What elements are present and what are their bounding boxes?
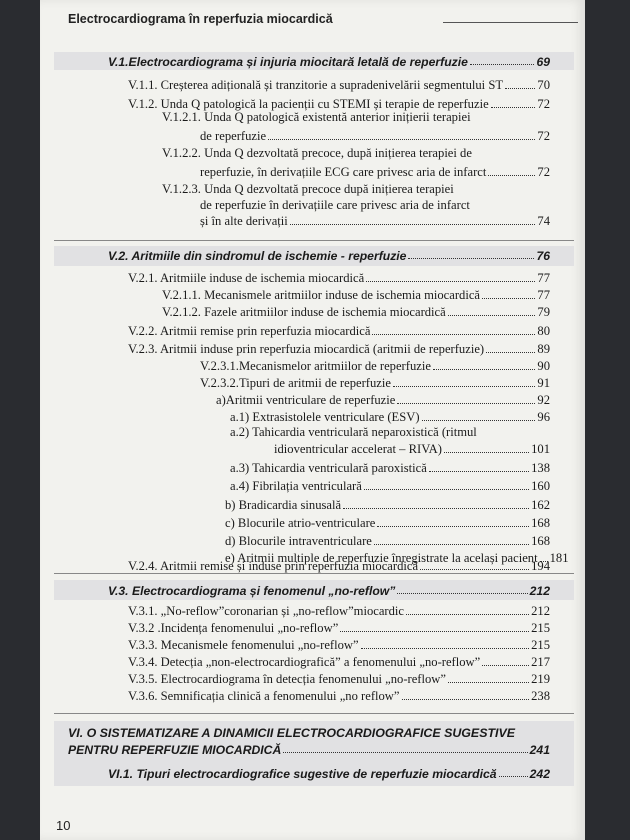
toc-entry[interactable]: V.2.1. Aritmiile induse de ischemia miocardică 77 [128, 271, 550, 285]
toc-entry[interactable]: V.3.5. Electrocardiograma în detecția fenomenului „no-reflow” 219 [128, 672, 550, 686]
toc-entry[interactable]: VI.1. Tipuri electrocardiografice sugestive de reperfuzie miocardică 242 [108, 767, 550, 781]
toc-entry[interactable]: a.3) Tahicardia ventriculară paroxistică 138 [230, 461, 550, 475]
leader-dots [422, 419, 536, 421]
leader-dots [448, 314, 536, 316]
toc-entry[interactable]: V.3.2 .Incidența fenomenului „no-reflow” 215 [128, 621, 550, 635]
leader-dots [491, 106, 536, 108]
leader-dots [488, 174, 535, 176]
leader-dots [482, 664, 529, 666]
leader-dots [397, 402, 535, 404]
toc-entry[interactable]: b) Bradicardia sinusală 162 [225, 498, 550, 512]
toc-entry[interactable]: V.3.6. Semnificația clinică a fenomenului „no reflow” 238 [128, 689, 550, 703]
section-rule [54, 240, 574, 241]
leader-dots [343, 507, 529, 509]
leader-dots [290, 223, 536, 225]
leader-dots [406, 613, 529, 615]
header-title: Electrocardiograma în reperfuzia miocardică [68, 12, 333, 26]
toc-entry-line: VI. O SISTEMATIZARE A DINAMICII ELECTROCARDIOGRAFICE SUGESTIVE [68, 726, 515, 740]
leader-dots [448, 681, 529, 683]
leader-dots [486, 351, 535, 353]
toc-entry[interactable]: V.2.4. Aritmii remise și induse prin reperfuzia miocardică 194 [128, 559, 550, 573]
toc-entry[interactable]: reperfuzie, în derivațiile ECG care privesc aria de infarct 72 [200, 165, 550, 179]
section-rule [54, 713, 574, 714]
toc-entry[interactable]: V.1.Electrocardiograma și injuria miocitară letală de reperfuzie 69 [108, 55, 550, 69]
toc-entry-line: V.1.2.2. Unda Q dezvoltată precoce, după inițierea terapiei de [162, 146, 472, 160]
leader-dots [433, 368, 535, 370]
toc-entry[interactable]: V.2.1.2. Fazele aritmiilor induse de ischemia miocardică 79 [162, 305, 550, 319]
toc-entry[interactable]: PENTRU REPERFUZIE MIOCARDICĂ 241 [68, 743, 550, 757]
toc-entry[interactable]: d) Blocurile intraventriculare 168 [225, 534, 550, 548]
toc-entry[interactable]: V.2.3.1.Mecanismelor aritmiilor de reperfuzie 90 [200, 359, 550, 373]
leader-dots [393, 385, 535, 387]
toc-entry[interactable]: de reperfuzie 72 [200, 129, 550, 143]
leader-dots [372, 333, 535, 335]
leader-dots [366, 280, 535, 282]
toc-entry[interactable]: V.2. Aritmiile din sindromul de ischemie - reperfuzie 76 [108, 249, 550, 263]
toc-entry[interactable]: a)Aritmii ventriculare de reperfuzie 92 [216, 393, 550, 407]
toc-entry[interactable]: V.3.1. „No-reflow”coronarian și „no-reflow”miocardic 212 [128, 604, 550, 618]
toc-entry[interactable]: V.1.1. Creșterea adițională și tranzitorie a supradenivelării segmentului ST 70 [128, 78, 550, 92]
leader-dots [397, 592, 527, 594]
toc-entry[interactable]: V.3. Electrocardiograma și fenomenul „no-reflow” 212 [108, 584, 550, 598]
header-rule [443, 22, 578, 23]
toc-entry[interactable]: V.1.2. Unda Q patologică la pacienții cu STEMI și terapie de reperfuzie 72 [128, 97, 550, 111]
toc-entry[interactable]: V.3.4. Detecția „non-electrocardiografică” a fenomenului „no-reflow” 217 [128, 655, 550, 669]
toc-entry[interactable]: idioventricular accelerat – RIVA) 101 [274, 442, 550, 456]
leader-dots [499, 775, 528, 777]
leader-dots [470, 63, 535, 65]
leader-dots [402, 698, 530, 700]
section-rule [54, 573, 574, 574]
leader-dots [408, 257, 534, 259]
toc-entry[interactable]: V.2.3. Aritmii induse prin reperfuzia miocardică (aritmii de reperfuzie) 89 [128, 342, 550, 356]
leader-dots [374, 543, 529, 545]
leader-dots [364, 488, 529, 490]
book-page [40, 0, 585, 840]
leader-dots [268, 138, 535, 140]
toc-entry[interactable]: și în alte derivații 74 [200, 214, 550, 228]
leader-dots [340, 630, 529, 632]
toc-entry-line: V.1.2.1. Unda Q patologică existentă anterior inițierii terapiei [162, 110, 471, 124]
toc-entry[interactable]: V.2.1.1. Mecanismele aritmiilor induse de ischemia miocardică 77 [162, 288, 550, 302]
leader-dots [429, 470, 529, 472]
toc-entry-line: a.2) Tahicardia ventriculară neparoxistică (ritmul [230, 425, 477, 439]
leader-dots [361, 647, 530, 649]
toc-entry[interactable]: e) Aritmii multiple de reperfuzie înregistrate la același pacient 181 [225, 551, 569, 565]
toc-entry[interactable]: c) Blocurile atrio-ventriculare 168 [225, 516, 550, 530]
toc-entry[interactable]: V.2.3.2.Tipuri de aritmii de reperfuzie 91 [200, 376, 550, 390]
toc-entry[interactable]: a.4) Fibrilația ventriculară 160 [230, 479, 550, 493]
toc-entry[interactable]: V.3.3. Mecanismele fenomenului „no-reflow” 215 [128, 638, 550, 652]
leader-dots [283, 751, 527, 753]
toc-entry[interactable]: V.2.2. Aritmii remise prin reperfuzia miocardică 80 [128, 324, 550, 338]
running-header [68, 12, 578, 34]
toc-entry-line: de reperfuzie în derivațiile care privesc aria de infarct [200, 198, 470, 212]
leader-dots [482, 297, 535, 299]
page-number: 10 [56, 818, 71, 833]
leader-dots [505, 87, 535, 89]
leader-dots [420, 568, 529, 570]
leader-dots [444, 451, 529, 453]
toc-entry[interactable]: a.1) Extrasistolele ventriculare (ESV) 96 [230, 410, 550, 424]
leader-dots [377, 525, 529, 527]
toc-entry-line: V.1.2.3. Unda Q dezvoltată precoce după inițierea terapiei [162, 182, 454, 196]
